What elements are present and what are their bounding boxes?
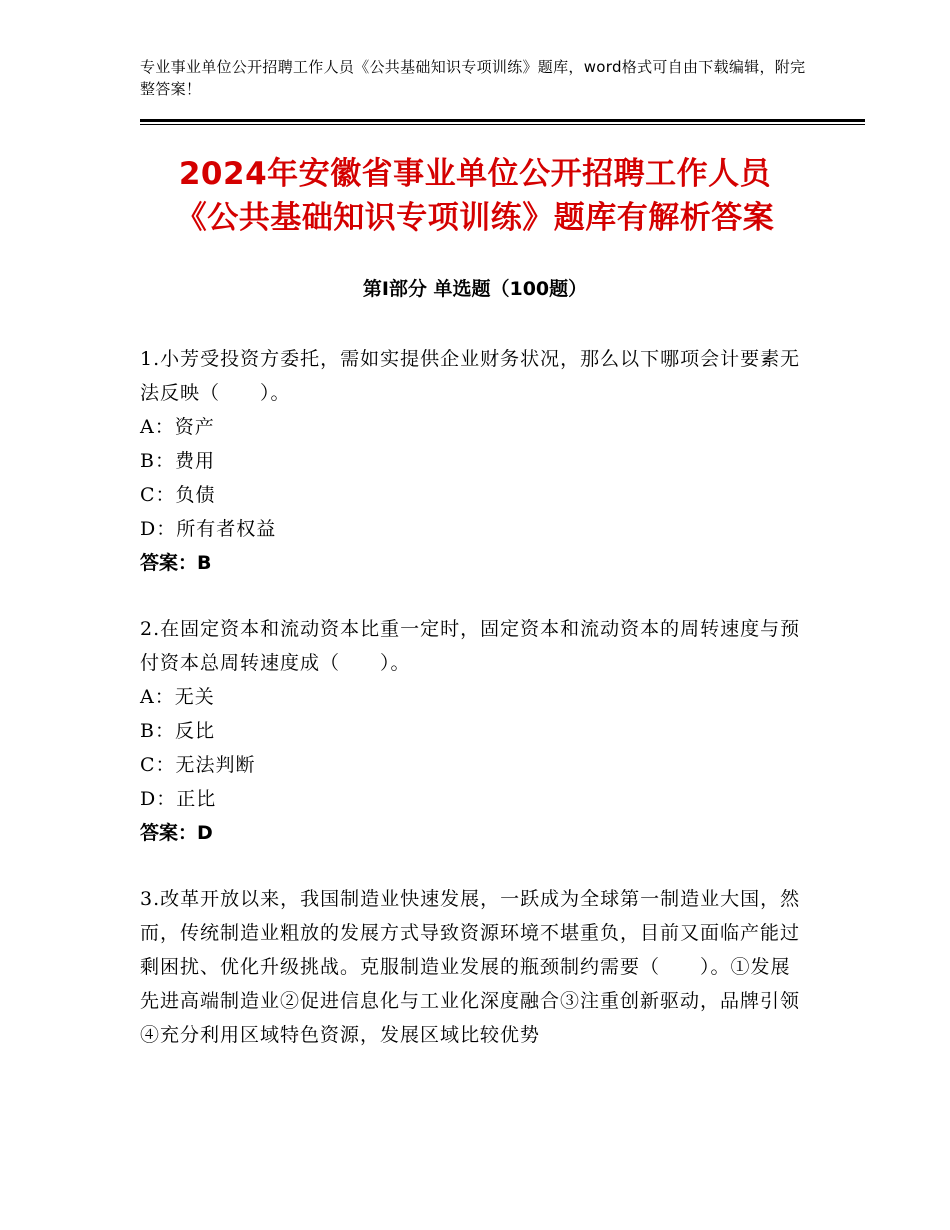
document-title	[140, 152, 810, 240]
option-c: C：无法判断	[140, 754, 256, 776]
header-note: 专业事业单位公开招聘工作人员《公共基础知识专项训练》题库，word格式可自由下载编辑，附完整答案！	[140, 58, 806, 98]
answer: 答案：B	[140, 552, 212, 574]
document-title-line-2: 《公共基础知识专项训练》题库有解析答案	[175, 200, 775, 236]
option-b: B：费用	[140, 450, 215, 472]
option-a: A：资产	[140, 416, 215, 438]
option-d: D：所有者权益	[140, 518, 277, 540]
answer: 答案：D	[140, 822, 213, 844]
option-b: B：反比	[140, 720, 215, 742]
option-d: D：正比	[140, 788, 217, 810]
document-title-line-1: 2024年安徽省事业单位公开招聘工作人员	[178, 156, 772, 192]
header-divider-thin	[140, 124, 865, 125]
question-stem: 1.小芳受投资方委托，需如实提供企业财务状况，那么以下哪项会计要素无法反映（ ）。	[140, 348, 801, 404]
section-title: 第Ⅰ部分 单选题（100题）	[362, 278, 588, 300]
question-stem: 2.在固定资本和流动资本比重一定时，固定资本和流动资本的周转速度与预付资本总周转速度成（ ）。	[140, 618, 801, 674]
question-list	[140, 342, 810, 1084]
option-a: A：无关	[140, 686, 215, 708]
option-c: C：负债	[140, 484, 216, 506]
question-1	[140, 342, 810, 580]
question-stem: 3.改革开放以来，我国制造业快速发展，一跃成为全球第一制造业大国，然而，传统制造业粗放的发展方式导致资源环境不堪重负，目前又面临产能过剩困扰、优化升级挑战。克服制造业发展的瓶颈制约需要（ ）。①发展先进高端制造业②促进信息化与工业化深度融合③注重创新驱动，品牌引领④充分利用区域特色资源，发展区域比较优势	[140, 888, 801, 1046]
question-2	[140, 612, 810, 850]
header-divider-thick	[140, 119, 865, 122]
question-3	[140, 882, 810, 1052]
